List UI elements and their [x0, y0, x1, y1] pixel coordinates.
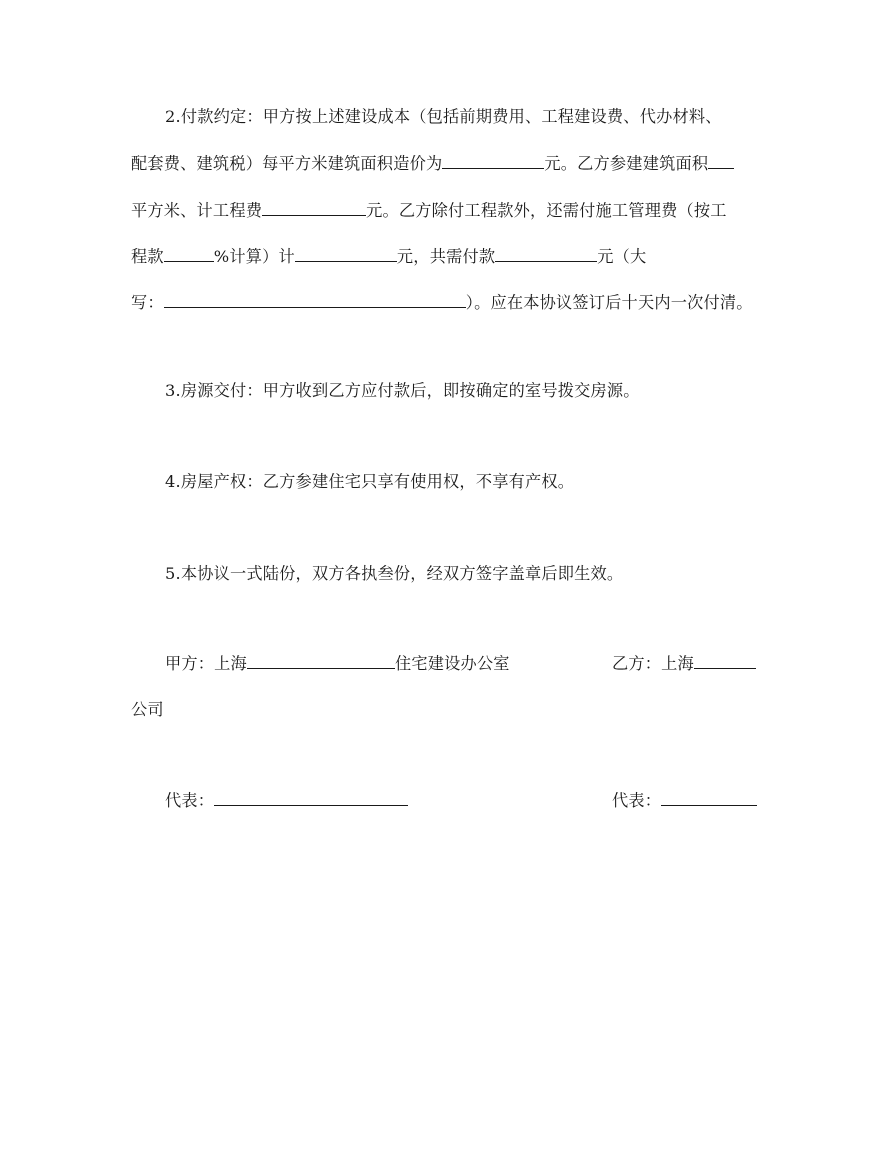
clause-3-text: 3.房源交付：甲方收到乙方应付款后，即按确定的室号拨交房源。 [165, 381, 640, 400]
clause-5-text: 5.本协议一式陆份，双方各执叁份，经双方签字盖章后即生效。 [165, 564, 624, 583]
clause-4 [165, 472, 574, 492]
rep-b-blank[interactable] [661, 790, 757, 806]
rep-a-line [165, 790, 408, 811]
party-b-line [612, 653, 756, 674]
clause-5 [165, 564, 623, 584]
clause-2-text: 程款 [131, 247, 164, 266]
clause-2-text: 平方米、计工程费 [131, 201, 263, 220]
clause-2-text: %计算）计 [213, 247, 295, 266]
clause-2-text: 写： [131, 293, 164, 312]
clause-2-text: 元。乙方除付工程款外，还需付施工管理费（按工 [366, 201, 727, 220]
management-fee-blank[interactable] [295, 246, 397, 262]
construction-fee-blank[interactable] [262, 200, 366, 216]
total-payment-blank[interactable] [495, 246, 597, 262]
clause-2-text: 配套费、建筑税）每平方米建筑面积造价为 [131, 154, 443, 173]
clause-2-line-3 [131, 200, 727, 221]
party-a-name-blank[interactable] [247, 653, 395, 669]
clause-2-line-4 [131, 246, 646, 267]
party-b-label: 乙方：上海 [612, 654, 694, 673]
party-b-company: 公司 [131, 700, 164, 719]
clause-2-text: 元（大 [597, 247, 647, 266]
amount-in-words-blank[interactable] [164, 292, 466, 308]
rep-a-blank[interactable] [214, 790, 408, 806]
clause-2-line-1 [165, 107, 722, 127]
unit-price-blank[interactable] [442, 153, 544, 169]
party-b-suffix-line [131, 700, 164, 720]
clause-4-text: 4.房屋产权：乙方参建住宅只享有使用权，不享有产权。 [165, 472, 575, 491]
rep-a-label: 代表： [165, 791, 215, 810]
clause-2-text: 2.付款约定：甲方按上述建设成本（包括前期费用、工程建设费、代办材料、 [165, 107, 722, 126]
party-a-office: 住宅建设办公室 [394, 654, 510, 673]
clause-2-line-5 [131, 292, 753, 313]
party-a-label: 甲方：上海 [165, 654, 247, 673]
rep-b-line [612, 790, 757, 811]
management-fee-percent-blank[interactable] [164, 246, 214, 262]
clause-3 [165, 381, 640, 401]
clause-2-line-2 [131, 153, 734, 174]
clause-2-text: 元。乙方参建建筑面积 [544, 154, 709, 173]
clause-2-text: ）。应在本协议签订后十天内一次付清。 [465, 293, 753, 312]
area-blank[interactable] [708, 153, 734, 169]
clause-2-text: 元，共需付款 [396, 247, 496, 266]
party-a-line [165, 653, 510, 674]
party-b-name-blank[interactable] [694, 653, 756, 669]
rep-b-label: 代表： [612, 791, 662, 810]
